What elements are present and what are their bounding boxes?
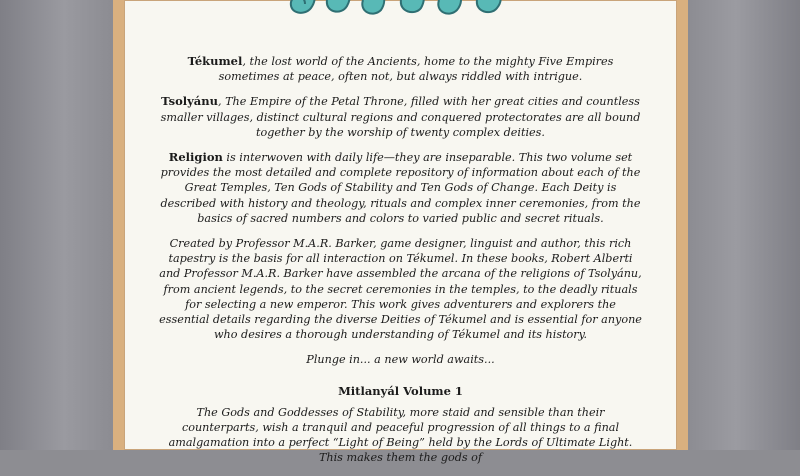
intro-paragraph-religion [159, 150, 642, 226]
intro-paragraph-tekumel [159, 54, 642, 84]
stylized-title-logo-icon [281, 0, 521, 22]
lead-term: Tsolyánu [161, 94, 218, 109]
volume-description [159, 405, 642, 466]
cover-text-panel [124, 0, 677, 465]
intro-paragraph-tsolyanu [159, 94, 642, 140]
paragraph-text: , The Empire of the Petal Throne, filled with her great cities and countless smaller villages, distinct cultural regions and conquered protectorates are all bound together by the worship of twenty complex deities. [160, 95, 641, 139]
paragraph-text: , the lost world of the Ancients, home to the mighty Five Empires sometimes at peace, often not, but always riddled with intrigue. [218, 55, 614, 84]
lead-term: Tékumel [187, 54, 243, 68]
book-back-cover [113, 0, 688, 465]
paragraph-text: Created by Professor M.A.R. Barker, game designer, linguist and author, this rich tapestry is the basis for all interaction on Tékumel. In these books, Robert Alberti and Professor M.A.R. Barker have assembled the arcana of the religions of Tsolyánu, from ancient legends, to the secret ceremonies in the temples, to the deadly rituals for selecting a new emperor. This work gives adventurers and explorers the essential details regarding the diverse Deities of Tékumel and is essential for anyone who desires a thorough understanding of Tékumel and its history. [159, 237, 642, 342]
cover-blurb [159, 54, 642, 476]
lead-term: Religion [168, 150, 223, 165]
tagline-text: Plunge in... a new world awaits... [306, 353, 495, 367]
volume-heading: Mitlanyál Volume 1 [338, 383, 463, 398]
title-logo [124, 0, 677, 22]
paragraph-text: The Gods and Goddesses of Stability, more staid and sensible than their counterparts, wish a tranquil and peaceful progression of all things to a final amalgamation into a perfect “Light of Being” held by the Lords of Ultimate Light. This makes them the gods of [168, 405, 633, 465]
tagline [159, 352, 642, 367]
paragraph-text: is interwoven with daily life—they are inseparable. This two volume set provides the most detailed and complete repository of information about each of the Great Temples, Ten Gods of Stability and Ten Gods of Change. Each Deity is described with history and theology, rituals and complex inner ceremonies, from the basics of sacred numbers and colors to varied public and secret rituals. [160, 151, 641, 225]
creator-paragraph [159, 236, 642, 342]
